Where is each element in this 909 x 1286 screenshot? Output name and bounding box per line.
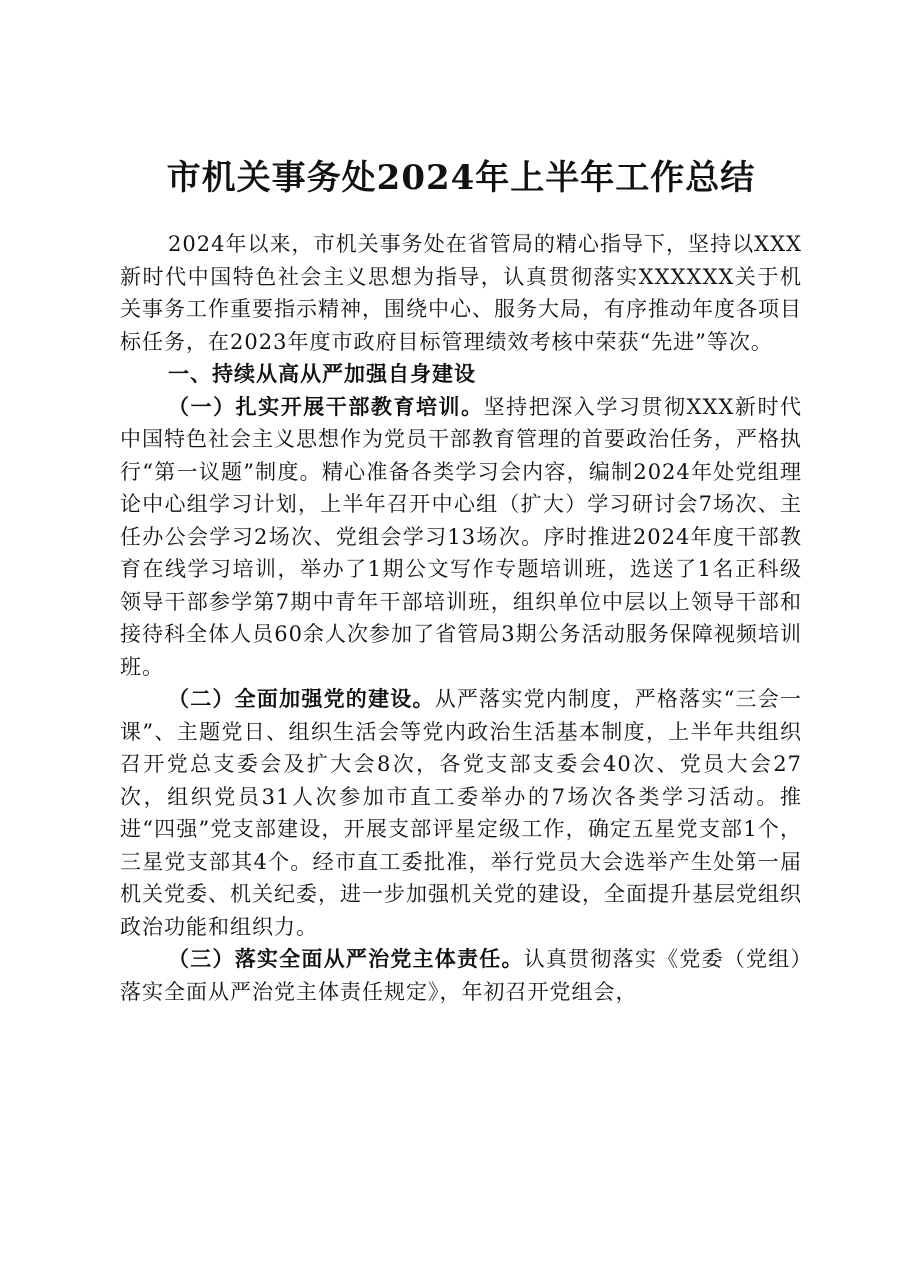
item-lead-3: （三）落实全面从严治党主体责任。 — [168, 946, 524, 971]
document-title: 市机关事务处2024年上半年工作总结 — [166, 158, 756, 198]
document-page — [120, 150, 802, 1008]
item-text-1: 坚持把深入学习贯彻XXX新时代中国特色社会主义思想作为党员干部教育管理的首要政治任务，严格执行“第一议题”制度。精心准备各类学习会内容，编制2024年处党组理论中心组学习计划，上半年召开中心组（扩大）学习研讨会7场次、主任办公会学习2场次、党组会学习13场次。序时推进2024年度干部教育在线学习培训，举办了1期公文写作专题培训班，选送了1名正科级领导干部参学第7期中青年干部培训班，组织单位中层以上领导干部和接待科全体人员60余人次参加了省管局3期公务活动服务保障视频培训班。 — [120, 394, 803, 679]
item-paragraph-2 — [120, 683, 802, 943]
item-text-2: 从严落实党内制度，严格落实“三会一课”、主题党日、组织生活会等党内政治生活基本制度，上半年共组织召开党总支委会及扩大会8次，各党支部支委会40次、党员大会27次，组织党员31人次参加市直工委举办的7场次各类学习活动。推进“四强”党支部建设，开展支部评星定级工作，确定五星党支部1个，三星党支部其4个。经市直工委批准，举行党员大会选举产生处第一届机关党委、机关纪委，进一步加强机关党的建设，全面提升基层党组织政治功能和组织力。 — [120, 687, 803, 939]
item-paragraph-1 — [120, 391, 802, 684]
item-lead-1: （一）扎实开展干部教育培训。 — [168, 393, 484, 419]
item-text-3: 认真贯彻落实《党委（党组）落实全面从严治党主体责任规定》，年初召开党组会， — [120, 947, 803, 1004]
intro-paragraph: 2024年以来，市机关事务处在省管局的精心指导下，坚持以XXX新时代中国特色社会主义思想为指导，认真贯彻落实XXXXXX关于机关事务工作重要指示精神，围绕中心、服务大局，有序推动年度各项目标任务，在2023年度市政府目标管理绩效考核中荣获“先进”等次。 — [120, 232, 802, 354]
section-heading: 一、持续从高从严加强自身建设 — [168, 362, 476, 386]
item-paragraph-3 — [120, 943, 802, 1008]
item-lead-2: （二）全面加强党的建设。 — [168, 686, 435, 711]
